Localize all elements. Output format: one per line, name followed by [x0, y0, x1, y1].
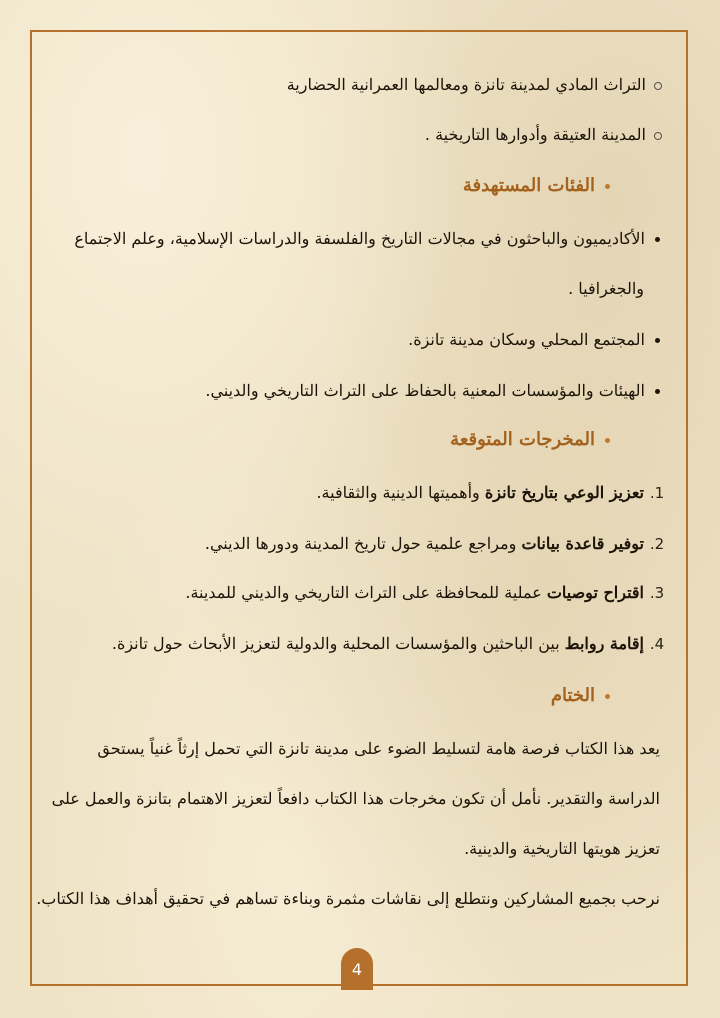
page-number-badge: 4	[341, 948, 373, 990]
bullet-icon	[605, 694, 610, 699]
conclusion-line: يعد هذا الكتاب فرصة هامة لتسليط الضوء على مدينة تانزة التي تحمل إرثاً غنياً يستحق	[97, 739, 660, 758]
list-item-continuation: والجغرافيا .	[568, 279, 644, 298]
list-item: المجتمع المحلي وسكان مدينة تانزة.	[40, 329, 670, 351]
conclusion-line: نرحب بجميع المشاركين ونتطلع إلى نقاشات مثمرة وبناءة تساهم في تحقيق أهداف هذا الكتاب.	[36, 889, 660, 908]
list-item: الهيئات والمؤسسات المعنية بالحفاظ على التراث التاريخي والديني.	[40, 380, 670, 402]
hollow-bullet-icon	[654, 82, 662, 90]
numbered-item: 2.توفير قاعدة بيانات ومراجع علمية حول تاريخ المدينة ودورها الديني.	[204, 534, 665, 553]
section-heading-conclusion: الختام	[40, 685, 620, 707]
section-heading-outcomes: المخرجات المتوقعة	[40, 429, 620, 451]
hollow-bullet-icon	[654, 132, 662, 140]
numbered-item: 4.إقامة روابط بين الباحثين والمؤسسات المحلية والدولية لتعزيز الأبحاث حول تانزة.	[111, 634, 665, 653]
bullet-icon	[655, 389, 660, 394]
section-heading-target-groups: الفئات المستهدفة	[40, 175, 620, 197]
numbered-item: 3.اقتراح توصيات عملية للمحافظة على التراث التاريخي والديني للمدينة.	[185, 583, 665, 602]
document-body	[36, 62, 680, 978]
sub-item: المدينة العتيقة وأدوارها التاريخية .	[40, 124, 670, 146]
list-item: الأكاديميون والباحثون في مجالات التاريخ والفلسفة والدراسات الإسلامية، وعلم الاجتماع	[40, 228, 670, 250]
conclusion-line: الدراسة والتقدير. نأمل أن تكون مخرجات هذا الكتاب دافعاً لتعزيز الاهتمام بتانزة والعمل على	[51, 789, 660, 808]
bullet-icon	[605, 184, 610, 189]
conclusion-line: تعزيز هويتها التاريخية والدينية.	[464, 839, 660, 858]
bullet-icon	[605, 438, 610, 443]
bullet-icon	[655, 338, 660, 343]
sub-item: التراث المادي لمدينة تانزة ومعالمها العمرانية الحضارية	[40, 74, 670, 96]
bullet-icon	[655, 237, 660, 242]
numbered-item: 1.تعزيز الوعي بتاريخ تانزة وأهميتها الدينية والثقافية.	[316, 483, 665, 502]
